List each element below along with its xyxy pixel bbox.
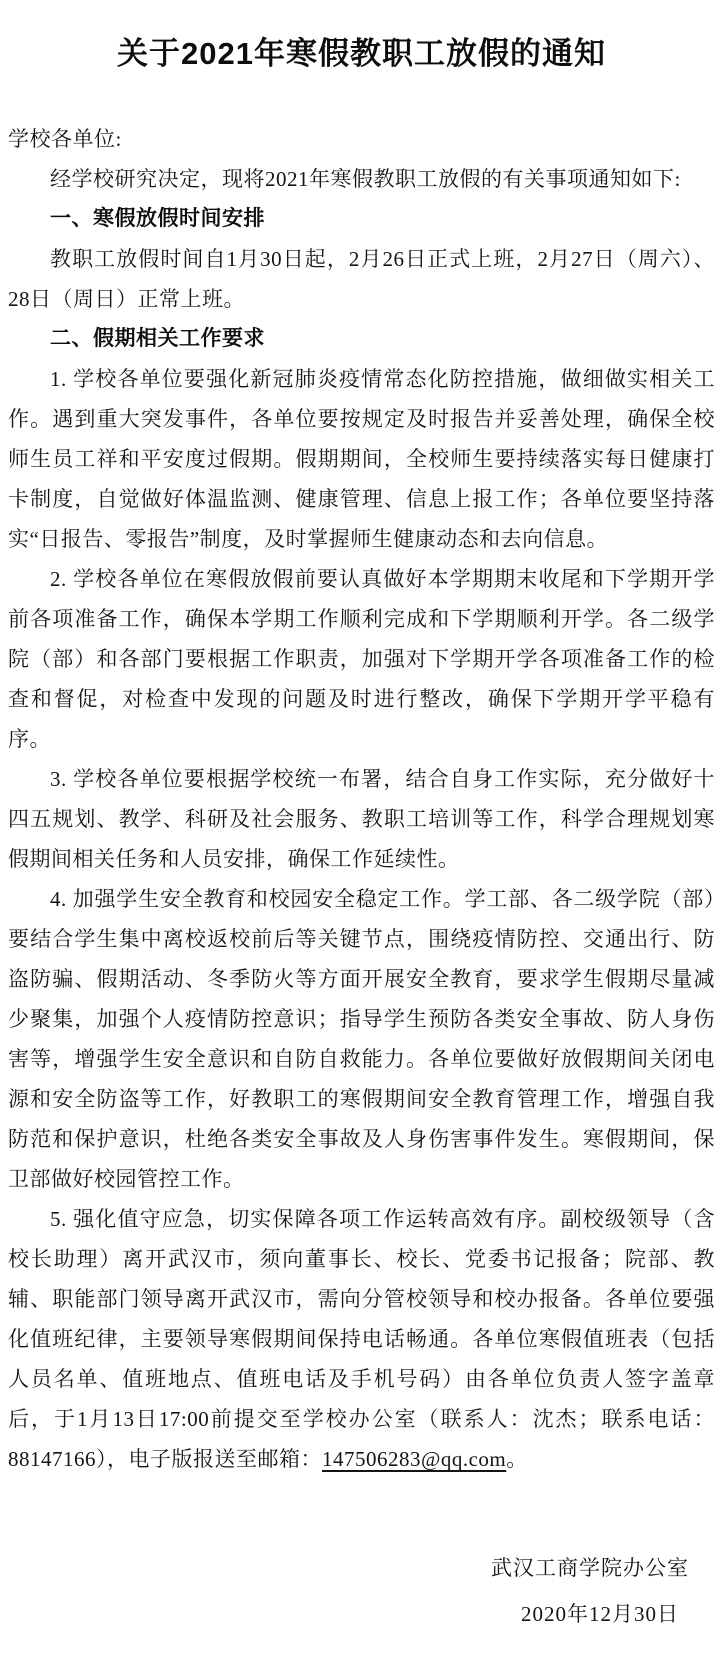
work-requirement-item-5-text: 5. 强化值守应急，切实保障各项工作运转高效有序。副校级领导（含校长助理）离开武汉市，须向董事长、校长、党委书记报备；院部、教辅、职能部门领导离开武汉市，需向分管校领导和校办报备。各单位要强化值班纪律，主要领导寒假期间保持电话畅通。各单位寒假值班表（包括人员名单、值班地点、值班电话及手机号码）由各单位负责人签字盖章后，于1月13日17:00前提交至学校办公室（联系人：沈杰；联系电话：88147166），电子版报送至邮箱： <box>8 1207 715 1471</box>
intro-paragraph: 经学校研究决定，现将2021年寒假教职工放假的有关事项通知如下: <box>50 167 681 191</box>
issue-date: 2020年12月30日 <box>521 1602 679 1626</box>
work-requirement-item-3: 3. 学校各单位要根据学校统一布署，结合自身工作实际，充分做好十四五规划、教学、科研及社会服务、教职工培训等工作，科学合理规划寒假期间相关任务和人员安排，确保工作延续性。 <box>8 767 715 871</box>
salutation: 学校各单位: <box>8 127 122 151</box>
work-requirement-item-2: 2. 学校各单位在寒假放假前要认真做好本学期期末收尾和下学期开学前各项准备工作，确保本学期工作顺利完成和下学期顺利开学。各二级学院（部）和各部门要根据工作职责，加强对下学期开学各项准备工作的检查和督促，对检查中发现的问题及时进行整改，确保下学期开学平稳有序。 <box>8 567 715 751</box>
contact-email-link[interactable]: 147506283@qq.com <box>322 1447 507 1471</box>
signature-block <box>8 1545 715 1637</box>
work-requirement-item-4: 4. 加强学生安全教育和校园安全稳定工作。学工部、各二级学院（部）要结合学生集中离校返校前后等关键节点，围绕疫情防控、交通出行、防盗防骗、假期活动、冬季防火等方面开展安全教育，要求学生假期尽量减少聚集，加强个人疫情防控意识；指导学生预防各类安全事故、防人身伤害等，增强学生安全意识和自防自救能力。各单位要做好放假期间关闭电源和安全防盗等工作，好教职工的寒假期间安全教育管理工作，增强自我防范和保护意识，杜绝各类安全事故及人身伤害事件发生。寒假期间，保卫部做好校园管控工作。 <box>8 887 715 1191</box>
work-requirement-item-5 <box>8 1199 715 1479</box>
issuing-office-signature: 武汉工商学院办公室 <box>491 1556 689 1580</box>
notice-body <box>8 119 715 1479</box>
work-requirement-item-1: 1. 学校各单位要强化新冠肺炎疫情常态化防控措施，做细做实相关工作。遇到重大突发事件，各单位要按规定及时报告并妥善处理，确保全校师生员工祥和平安度过假期。假期期间，全校师生要持续落实每日健康打卡制度，自觉做好体温监测、健康管理、信息上报工作；各单位要坚持落实“日报告、零报告”制度，及时掌握师生健康动态和去向信息。 <box>8 367 715 551</box>
section-1-paragraph: 教职工放假时间自1月30日起，2月26日正式上班，2月27日（周六）、28日（周日）正常上班。 <box>8 247 715 311</box>
notice-title: 关于2021年寒假教职工放假的通知 <box>117 36 606 71</box>
section-1-heading: 一、寒假放假时间安排 <box>50 207 265 230</box>
section-2-heading: 二、假期相关工作要求 <box>50 327 265 350</box>
work-requirement-item-5-period: 。 <box>506 1447 528 1471</box>
